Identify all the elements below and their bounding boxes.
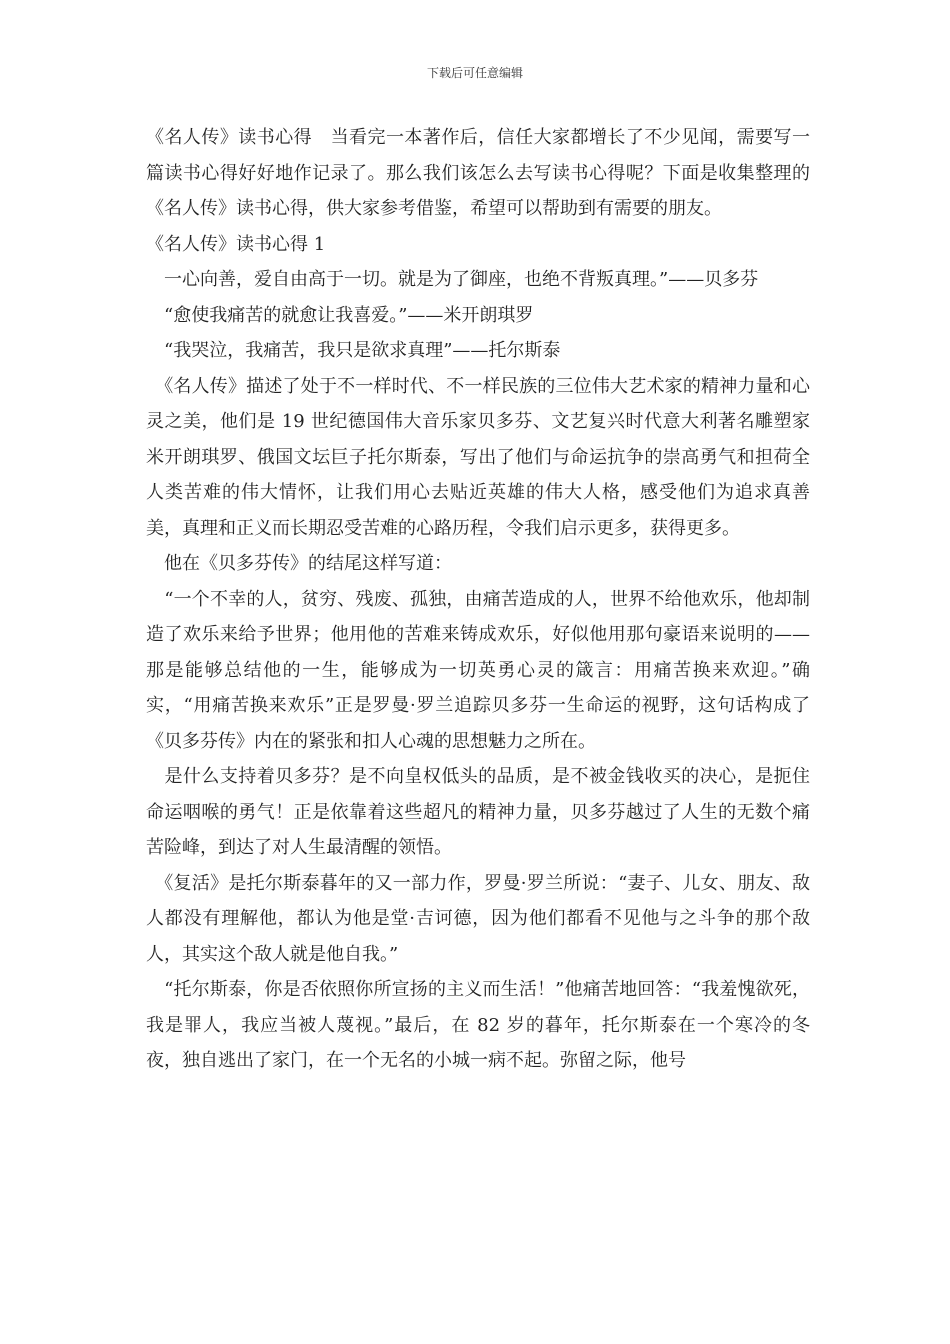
body-paragraph: 《复活》是托尔斯泰暮年的又一部力作，罗曼·罗兰所说：“妻子、儿女、朋友、敌人都没有理解他，都认为他是堂·吉诃德，因为他们都看不见他与之斗争的那个敌人，其实这个敌人就是他自我。”: [146, 872, 810, 965]
body-paragraph: 是什么支持着贝多芬？是不向皇权低头的品质，是不被金钱收买的决心，是扼住命运咽喉的勇气！正是依靠着这些超凡的精神力量，贝多芬越过了人生的无数个痛苦险峰，到达了对人生最清醒的领悟。: [146, 766, 810, 858]
quote-michelangelo: “愈使我痛苦的就愈让我喜爱。”——米开朗琪罗: [146, 304, 534, 326]
body-paragraph: 他在《贝多芬传》的结尾这样写道：: [146, 553, 452, 574]
page-header-caption: 下载后可任意编辑: [426, 66, 523, 80]
quote-beethoven: 一心向善，爱自由高于一切。就是为了御座，也绝不背叛真理。”——贝多芬: [146, 269, 759, 290]
section-heading: 《名人传》读书心得 1: [146, 233, 326, 255]
quote-tolstoy: “我哭泣，我痛苦，我只是欲求真理”——托尔斯泰: [146, 340, 561, 361]
intro-paragraph: 《名人传》读书心得 当看完一本著作后，信任大家都增长了不少见闻，需要写一篇读书心得好好地作记录了。那么我们该怎么去写读书心得呢？下面是收集整理的《名人传》读书心得，供大家参考借鉴，希望可以帮助到有需要的朋友。: [146, 127, 810, 219]
body-paragraph: “托尔斯泰，你是否依照你所宣扬的主义而生活！”他痛苦地回答：“我羞愧欲死，我是罪人，我应当被人蔑视。”最后，在 82 岁的暮年，托尔斯泰在一个寒冷的冬夜，独自逃出了家门，在一个无名的小城一病不起。弥留之际，他号: [146, 979, 810, 1071]
body-paragraph: “一个不幸的人，贫穷、残废、孤独，由痛苦造成的人，世界不给他欢乐，他却制造了欢乐来给予世界；他用他的苦难来铸成欢乐，好似他用那句豪语来说明的——那是能够总结他的一生，能够成为一切英勇心灵的箴言：用痛苦换来欢迎。”确实，“用痛苦换来欢乐”正是罗曼·罗兰追踪贝多芬一生命运的视野，这句话构成了《贝多芬传》内在的紧张和扣人心魂的思想魅力之所在。: [146, 588, 810, 752]
document-body: [146, 120, 810, 1079]
body-paragraph: 《名人传》描述了处于不一样时代、不一样民族的三位伟大艺术家的精神力量和心灵之美，他们是 19 世纪德国伟大音乐家贝多芬、文艺复兴时代意大利著名雕塑家米开朗琪罗、俄国文坛巨子托尔斯泰，写出了他们与命运抗争的崇高勇气和担荷全人类苦难的伟大情怀，让我们用心去贴近英雄的伟大人格，感受他们为追求真善美，真理和正义而长期忍受苦难的心路历程，令我们启示更多，获得更多。: [146, 375, 810, 539]
